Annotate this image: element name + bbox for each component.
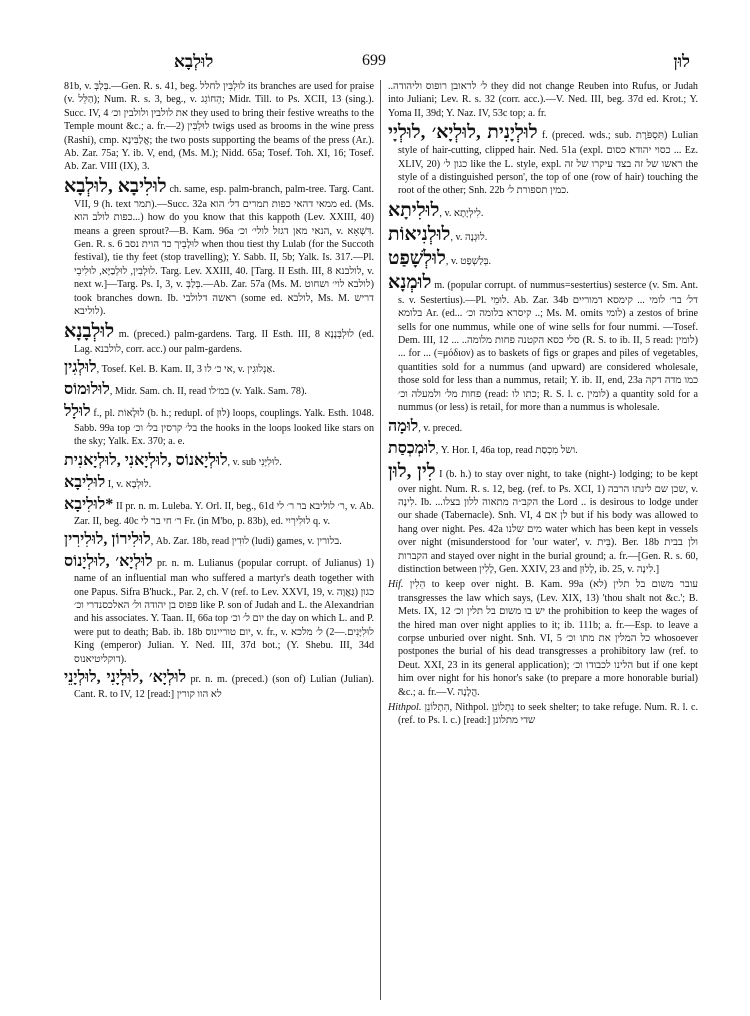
entry-text: 81b, v. בְּלַבְּ.—Gen. R. s. 41, beg. לוּלְבִּין לחלל its branches are used for praise (v. הַלֵּל); Num. R. s. 3, beg., v. הֵחוֹגֵג; Midr. Till. to Ps. XCII, 13 (sing.). Succ. IV, 4 את לולבין ולולבין וכ׳ they used to bring their festive wreaths to the Temple mount &c.; a. fr.—2) לוּלְבִּין twigs used as brooms in the wine press (Rashi), cmp. אֲלַבִּינָא; the two posts supporting the beams of the press (Ar.). Ab. Zar. 75a; Y. ib. V, end, (Ms. M.); Nidd. 65a; Tosef. Toh. XI, 16; Tosef. Ab. Zar. VIII (IX), 3. — [64, 81, 374, 173]
entry-text: pr. n. m. (preced.) (son of) Lulian (Julian). Cant. R. to IV, 12 [read:] לא הוו קורין — [74, 673, 374, 700]
dictionary-entry — [64, 80, 374, 174]
entry-headword: לִין ,לוּן — [388, 460, 436, 482]
dictionary-entry — [388, 272, 698, 415]
dictionary-entry — [64, 321, 374, 356]
dictionary-entry — [64, 358, 374, 378]
entry-headword: לוּלְגִין — [64, 358, 97, 376]
dictionary-entry — [388, 200, 698, 222]
entry-headword: Hithpol. — [388, 702, 422, 713]
entry-headword: לוּלְשָׁפַט — [388, 247, 446, 269]
entry-text: , Y. Hor. I, 46a top, read ושל מִכְסַת. — [435, 444, 578, 456]
entry-text: , v. לוּגְנָה. — [450, 231, 488, 243]
entry-text: , Midr. Sam. ch. II, read במ׳לו (v. Yalk. Sam. 78). — [109, 385, 307, 397]
dictionary-entry — [64, 552, 374, 666]
entry-text: I, v. לוּלְבָא. — [107, 478, 152, 490]
entry-text: , v. preced. — [418, 422, 463, 434]
dictionary-entry — [64, 380, 374, 400]
column-divider — [380, 80, 381, 1000]
entry-headword: לוּלְיָנִית ,לוּלְיָא׳ ,לוּלְיָי — [388, 122, 538, 144]
dictionary-entry — [388, 578, 698, 699]
dictionary-entry — [388, 461, 698, 577]
entry-headword: לוּלְבָנָא — [64, 320, 115, 342]
dictionary-entry — [64, 473, 374, 493]
running-headword-left: לוּלְבָא — [174, 52, 214, 71]
dictionary-entry — [388, 80, 698, 120]
entry-text: f., pl. לוּלָאוֹת (b. h.; redupl. of לוּן) loops, couplings. Yalk. Esth. 1048. Sabb. 99a top בל׳ קרסין בל׳ וכ׳ the hooks in the loops looked like stars on the sky; Yalk. Ex. 370; a. e. — [74, 407, 374, 448]
page-number: 699 — [362, 52, 386, 69]
dictionary-entry — [388, 224, 698, 246]
entry-headword: לוּלְיָא׳ ,לוּלְיָנוֹס — [64, 553, 153, 571]
entry-text: , Tosef. Kel. B. Kam. II, 3 אי כ׳ לו, v. אַנְלוּגִין. — [96, 363, 275, 375]
entry-headword: Hif. — [388, 579, 404, 591]
entry-text: II pr. n. m. Luleba. Y. Orl. II, beg., 61d ר׳ לוליבא בר ר׳ לי, v. Ab. Zar. II, beg. 40c ר׳ חי בר לי Fr. (in M'bo, p. 83b), ed. לוּלִירְיִי q. v. — [74, 500, 374, 527]
entry-headword: לוּלָל — [64, 402, 91, 420]
entry-text: f. (preced. wds.; sub. תִּסְפֹּרֶת) Lulian style of hair-cutting, clipped hair. Ned. 51a (expl. כסוי יהודא כסום ... Ez. XLIV, 20) כגון ל׳ like the L. style, expl. ראשו של זה בצד עיקרו של זה the style of a distinguished person', the top of one (row of hair) touching the root of the other; Snh. 22b כמין תספורת ל׳. — [398, 130, 698, 197]
entry-headword: לוּלִירוֹן ,לוּלִירִין — [64, 531, 151, 549]
entry-text: , v. sub לוּלִיָּנִי. — [227, 456, 282, 468]
dictionary-entry — [388, 417, 698, 437]
right-column — [388, 80, 698, 1005]
entry-text: m. (preced.) palm-gardens. Targ. II Esth. III, 8 לוּלְבְּנָנָא (ed. Lag. לולבנא, corr. acc.) our palm-gardens. — [74, 328, 374, 355]
entry-headword: לוּלְנִיאוֹת — [388, 223, 451, 245]
entry-text: , Ab. Zar. 18b, read לוּדִין (ludi) games, v. בלורין. — [150, 536, 342, 548]
running-headword-right: לוּן — [673, 52, 690, 71]
dictionary-entry — [388, 439, 698, 459]
dictionary-entry — [64, 530, 374, 550]
dictionary-entry — [388, 248, 698, 270]
dictionary-entry — [64, 176, 374, 319]
dictionary-entry — [388, 701, 698, 728]
entry-headword: לוּלִיבָא — [64, 473, 106, 491]
entry-text: I (b. h.) to stay over night, to take (night-) lodging; to be kept over night. Num. R. s. 12, beg. (ref. to Ps. XCI, 1) שכן שם לינתו הרבה, v. לִינָה. Ib. ...הקב״ה מתאוה ללון בצלו the Lord .. is desirous to lodge under our shade (Tabernacle). Snh. VI, 4 לן אם but if his body was allowed to hang over night. Pes. 42a מים שלנו water which has been kept in vessels over night (misunderstood for 'our water', v. בֵּית). Ber. 18b ולן בבית הקברות and stayed over night in the burial ground; a. fr.—[Gen. R. s. 60, distinction between לָלִין, Gen. XXIV, 23 and לָלוּן, ib. 25, v. לִינָה.] — [398, 468, 698, 575]
entry-headword: לוּלְיָא׳ ,לוּלְיָנִי ,לוּלְיָנֵי — [64, 668, 187, 686]
entry-headword: לוּלִיבָא ,לוּלְבָא — [64, 175, 167, 197]
entry-headword: לוּלְיָאנוֹס ,לוּלְיָאנִי ,לוּלְיָאנִית — [64, 451, 228, 469]
entry-headword: לוּמָה — [388, 417, 419, 435]
left-column — [64, 80, 374, 1005]
entry-text: הִתְלוֹנֵן, Nithpol. נִתְלוֹנֵן to seek shelter; to take refuge. Num. R. l. c. (ref. to Ps. l. c.) [read:] שדי מתלונן — [398, 702, 698, 727]
dictionary-entry — [64, 668, 374, 701]
entry-headword: לוּמְכְסַת — [388, 439, 436, 457]
page-header — [62, 50, 710, 74]
entry-text: , v. בְּלַשְׁפַט. — [445, 255, 492, 267]
dictionary-entry — [64, 402, 374, 449]
entry-text: הֵלִין to keep over night. B. Kam. 99a עובר משום בל תלין (לא) transgresses the law which says, (Lev. XIX, 13) 'thou shalt not &c.'; B. Mets. IX, 12 יש בו משום בל תלין וכ׳ the prohibition to keep the wages of the hired man over night applies to it; ib. 111b; a. fr.—Esp. to leave a corpse unburied over night. Snh. VI, 5 כל המלין את מתו וכ׳ whosoever postpones the burial of his dead transgresses a prohibitory law (ref. to Deut. XXI, 23 in its general application); הלינו לכבודו וכ׳ but if one kept him over night for his honor's sake (to prepare a more honorable burial) &c.; a. fr.—V. הֲלָנָה. — [398, 579, 698, 698]
dictionary-entry — [388, 122, 698, 198]
entry-headword: *לוּלִיבָא — [64, 495, 114, 513]
entry-headword: לוּלוּמוֹס — [64, 380, 110, 398]
dictionary-entry — [64, 495, 374, 528]
entry-text: m. (popular corrupt. of nummus=sestertius) sesterce (v. Sm. Ant. s. v. Sestertius).—Pl. לוּמֵי. Ab. Zar. 34b דל׳ בר׳ לומי ... קימסא דמוריים בלומא Ar. (ed... קיסרא בלומה וכ׳ ..; Ms. M. omits לומי) a zestos of brine sells for one nummus, while one of wine sells for four nummi. —Tosef. Dem. III, 12 ... ..סלי כסא הקטנה פחות מלומה (R. S. to ib. II, 5 read: לומין) ... for ... (=μόδιον) as to baskets of figs or grapes and piles of vegetables, quantities sold for a nummus (and upward) are considered wholesale, those sold for less than a nummus, retail; Y. ib. II, end, 23a כמו מדה דקה פחות מל׳ ולמעלה וכ׳ (read: כתו לו; R. S. l. c. לומין) a quantity sold for a nummus (or less) is retail, for more than a nummus is wholesale. — [398, 279, 698, 414]
entry-text: ch. same, esp. palm-branch, palm-tree. Targ. Cant. VII, 9 (h. text תמר).—Succ. 32a ממאי דהאי כפות תמרים דל׳ הוא ed. (Ms. כפות לולב הוא...) how do you know that this kappoth (Lev. XXIII, 40) means a green sprout?—B. Kam. 96a הנאי מאן דגזל לולי׳ וכ׳, v. דִּשְׁאָא. Gen. R. s. 6 לוּלָבֵיך כד הוית נסב when thou tiest thy Lulab (for the Succoth festival), tie thy feet (stop travelling); Y. Sabb. II, 5b; Yalk. Is. 317.—Pl. לוּלְבִין, לוּלְבַיָּא, לוּלִיבֵי. Targ. Lev. XXIII, 40. [Targ. II Esth. III, 8 לולבנא, v. next w.]—Targ. Ps. I, 3, v. בְּלַבְּ.—Ab. Zar. 57a (Ms. M. לולבא לוי׳ ושחוט) took branches down. Ib. ראשה דלולבי (some ed. לולבא, Ms. M. דריש לוליבא). — [74, 183, 374, 318]
entry-text: ..ל׳ לראובן רופוס וליהודה they did not change Reuben into Rufus, or Judah into Juliani; Lev. R. s. 32 (corr. acc.).—V. Ned. III, beg. 37d ed. Krot.; Y. Yoma II, 39d; Y. Naz. IV, 53c top; a. fr. — [388, 81, 698, 119]
entry-text: , v. לִילְיָתָא. — [439, 207, 484, 219]
entry-headword: לוּלִיתָא — [388, 199, 440, 221]
dictionary-entry — [64, 451, 374, 471]
entry-text: pr. n. m. Lulianus (popular corrupt. of Julianus) 1) name of an influential man who suffered a martyr's death together with one Papus. Sifra B'huck., Par. 2, ch. V (ref. to Lev. XXVI, 19, v. גַּאֲוָה) כגון פפוס בן יהודה ול׳ האלכסנדרי וכ׳ like P. son of Judah and L. the Alexandrian and his associates. Y. Taan. II, 66a top יום ל׳ וכ׳ the day on which L. and P. were put to death; Bab. ib. 18b יום טוריינוס, v. fr., v. לוּלִיָּנִים.—2) ל׳ מלכא King (emperor) Julian. Y. Ned. III, 37d bot.; (Y. Shebu. III, 34d דוקליטיאנוס). — [74, 558, 374, 665]
entry-headword: לוּמְנָא — [388, 271, 432, 293]
